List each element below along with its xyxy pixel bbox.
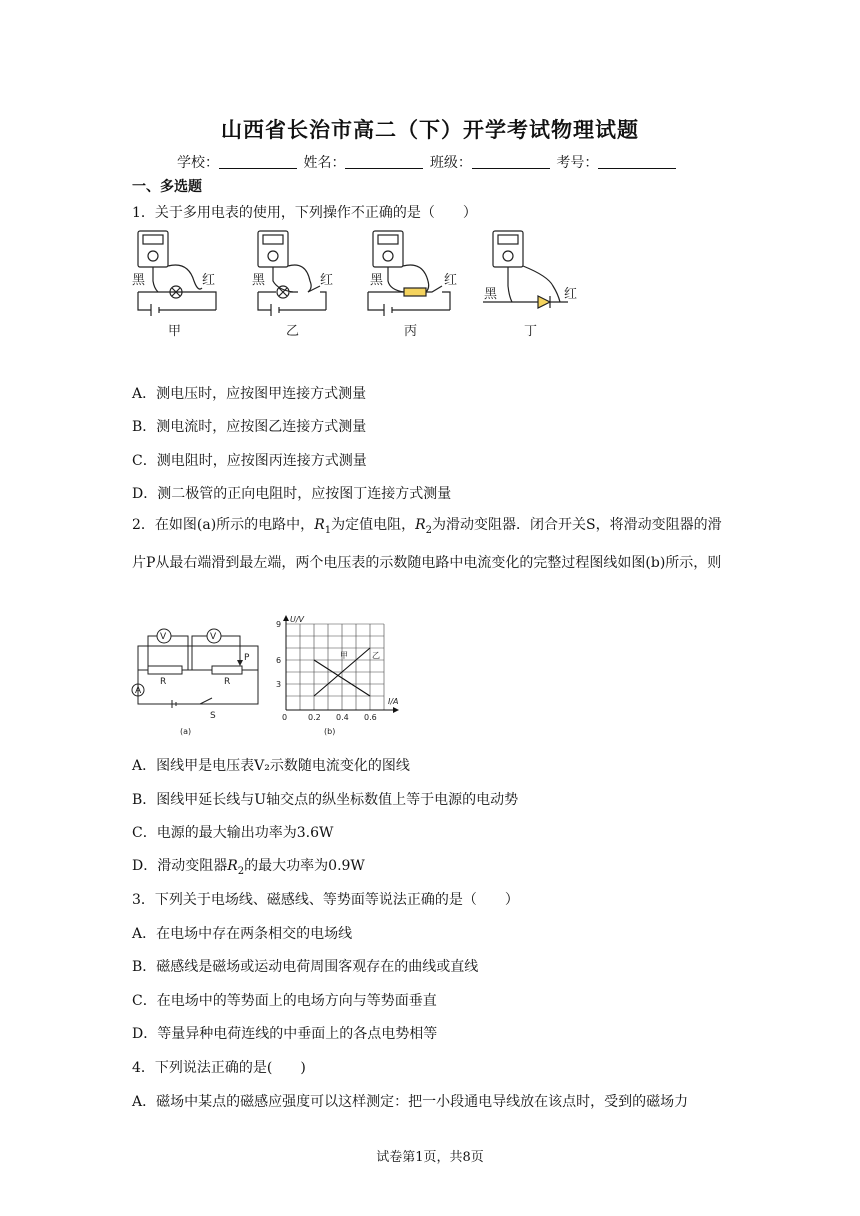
q3-option-c[interactable]: C．在电场中的等势面上的电场方向与等势面垂直 [132,993,437,1009]
q2-circuit-figure-a [128,612,270,740]
q2-stem-part2: 为定值电阻， [331,517,416,533]
q3-stem: 3．下列关于电场线、磁感线、等势面等说法正确的是（ ） [132,892,519,908]
q2-option-d-part1: D．滑动变阻器 [132,858,228,874]
fig-caption-bing: 丙 [404,324,418,339]
ammeter-label: A [135,686,142,696]
fig-caption-yi: 乙 [286,324,300,339]
fig-label-black: 黑 [252,273,266,288]
q4-option-a[interactable]: A．磁场中某点的磁感应强度可以这样测定：把一小段通电导线放在该点时，受到的磁场力 [132,1094,689,1110]
series-yi-label: 乙 [372,651,380,660]
q2-stem [132,509,732,580]
voltmeter-v2-label: V [210,632,217,642]
fig-caption-ding: 丁 [524,324,538,339]
x-tick-0-6: 0.6 [364,713,377,722]
number-label: 考号： [556,155,599,171]
q1-stem: 1．关于多用电表的使用，下列操作不正确的是（ ） [132,205,477,221]
voltmeter-v1-label: V [160,632,167,642]
switch-label: S [210,711,216,721]
section-heading: 一、多选题 [132,179,202,195]
q2-option-d[interactable] [132,855,365,877]
q2-stem-part3: 为滑动变阻器．闭合开关S，将滑动变阻器的滑片P从最右端滑到最左端，两个电压表的示数随电路中电流变化的完整过程图线如图(b)所示，则 [132,517,722,571]
q2-stem-part1: 2．在如图(a)所示的电路中， [132,517,315,533]
fig-label-black: 黑 [484,287,498,302]
page-title: 山西省长治市高二（下）开学考试物理试题 [221,118,639,142]
r1-label: R [160,677,167,687]
q2-option-d-sub: 2 [237,865,245,877]
q1-option-a[interactable]: A．测电压时，应按图甲连接方式测量 [132,386,367,402]
q2-option-b[interactable]: B．图线甲延长线与U轴交点的纵坐标数值上等于电源的电动势 [132,792,519,808]
q2-r1: R [314,517,325,533]
fig-label-red: 红 [320,273,334,288]
r2-label: R [224,677,231,687]
x-tick-0: 0 [282,713,288,722]
fig-label-red: 红 [202,273,216,288]
fig-a-caption: (a) [180,727,192,736]
school-label: 学校： [177,155,219,171]
q1-multimeter-figure [128,226,598,342]
q2-option-d-r: R [227,858,238,874]
y-tick-6: 6 [276,656,282,665]
q2-r1-sub: 1 [324,524,332,536]
fig-label-red: 红 [444,273,458,288]
q2-option-c[interactable]: C．电源的最大输出功率为3.6W [132,825,334,841]
page-footer: 试卷第1页，共8页 [376,1150,484,1165]
q2-option-d-part2: 的最大功率为0.9W [244,858,365,874]
q4-stem: 4．下列说法正确的是( ) [132,1060,306,1076]
class-label: 班级： [429,155,472,171]
fig-label-red: 红 [564,287,578,302]
slider-p-label: P [244,653,250,663]
y-tick-9: 9 [276,620,282,629]
series-jia-label: 甲 [340,651,348,660]
q3-option-a[interactable]: A．在电场中存在两条相交的电场线 [132,926,353,942]
q2-r2-sub: 2 [425,524,433,536]
fig-label-black: 黑 [132,273,146,288]
q2-option-a[interactable]: A．图线甲是电压表V₂示数随电流变化的图线 [132,758,410,774]
school-blank[interactable] [219,154,297,169]
q3-option-d[interactable]: D．等量异种电荷连线的中垂面上的各点电势相等 [132,1026,438,1042]
class-blank[interactable] [472,154,550,169]
q1-option-d[interactable]: D．测二极管的正向电阻时，应按图丁连接方式测量 [132,486,452,502]
graph-ylabel: U/V [290,615,305,624]
q1-option-c[interactable]: C．测电阻时，应按图丙连接方式测量 [132,453,367,469]
fig-caption-jia: 甲 [168,324,182,339]
x-tick-0-2: 0.2 [308,713,321,722]
student-info-line [177,152,678,172]
q2-graph-figure-b [272,612,412,740]
y-tick-3: 3 [276,680,282,689]
graph-xlabel: I/A [388,697,399,706]
q1-option-b[interactable]: B．测电流时，应按图乙连接方式测量 [132,419,367,435]
q2-r2: R [415,517,426,533]
q3-option-b[interactable]: B．磁感线是磁场或运动电荷周围客观存在的曲线或直线 [132,959,479,975]
name-label: 姓名： [303,155,346,171]
name-blank[interactable] [345,154,423,169]
number-blank[interactable] [598,154,676,169]
x-tick-0-4: 0.4 [336,713,349,722]
fig-label-black: 黑 [370,273,384,288]
fig-b-caption: (b) [324,727,336,736]
